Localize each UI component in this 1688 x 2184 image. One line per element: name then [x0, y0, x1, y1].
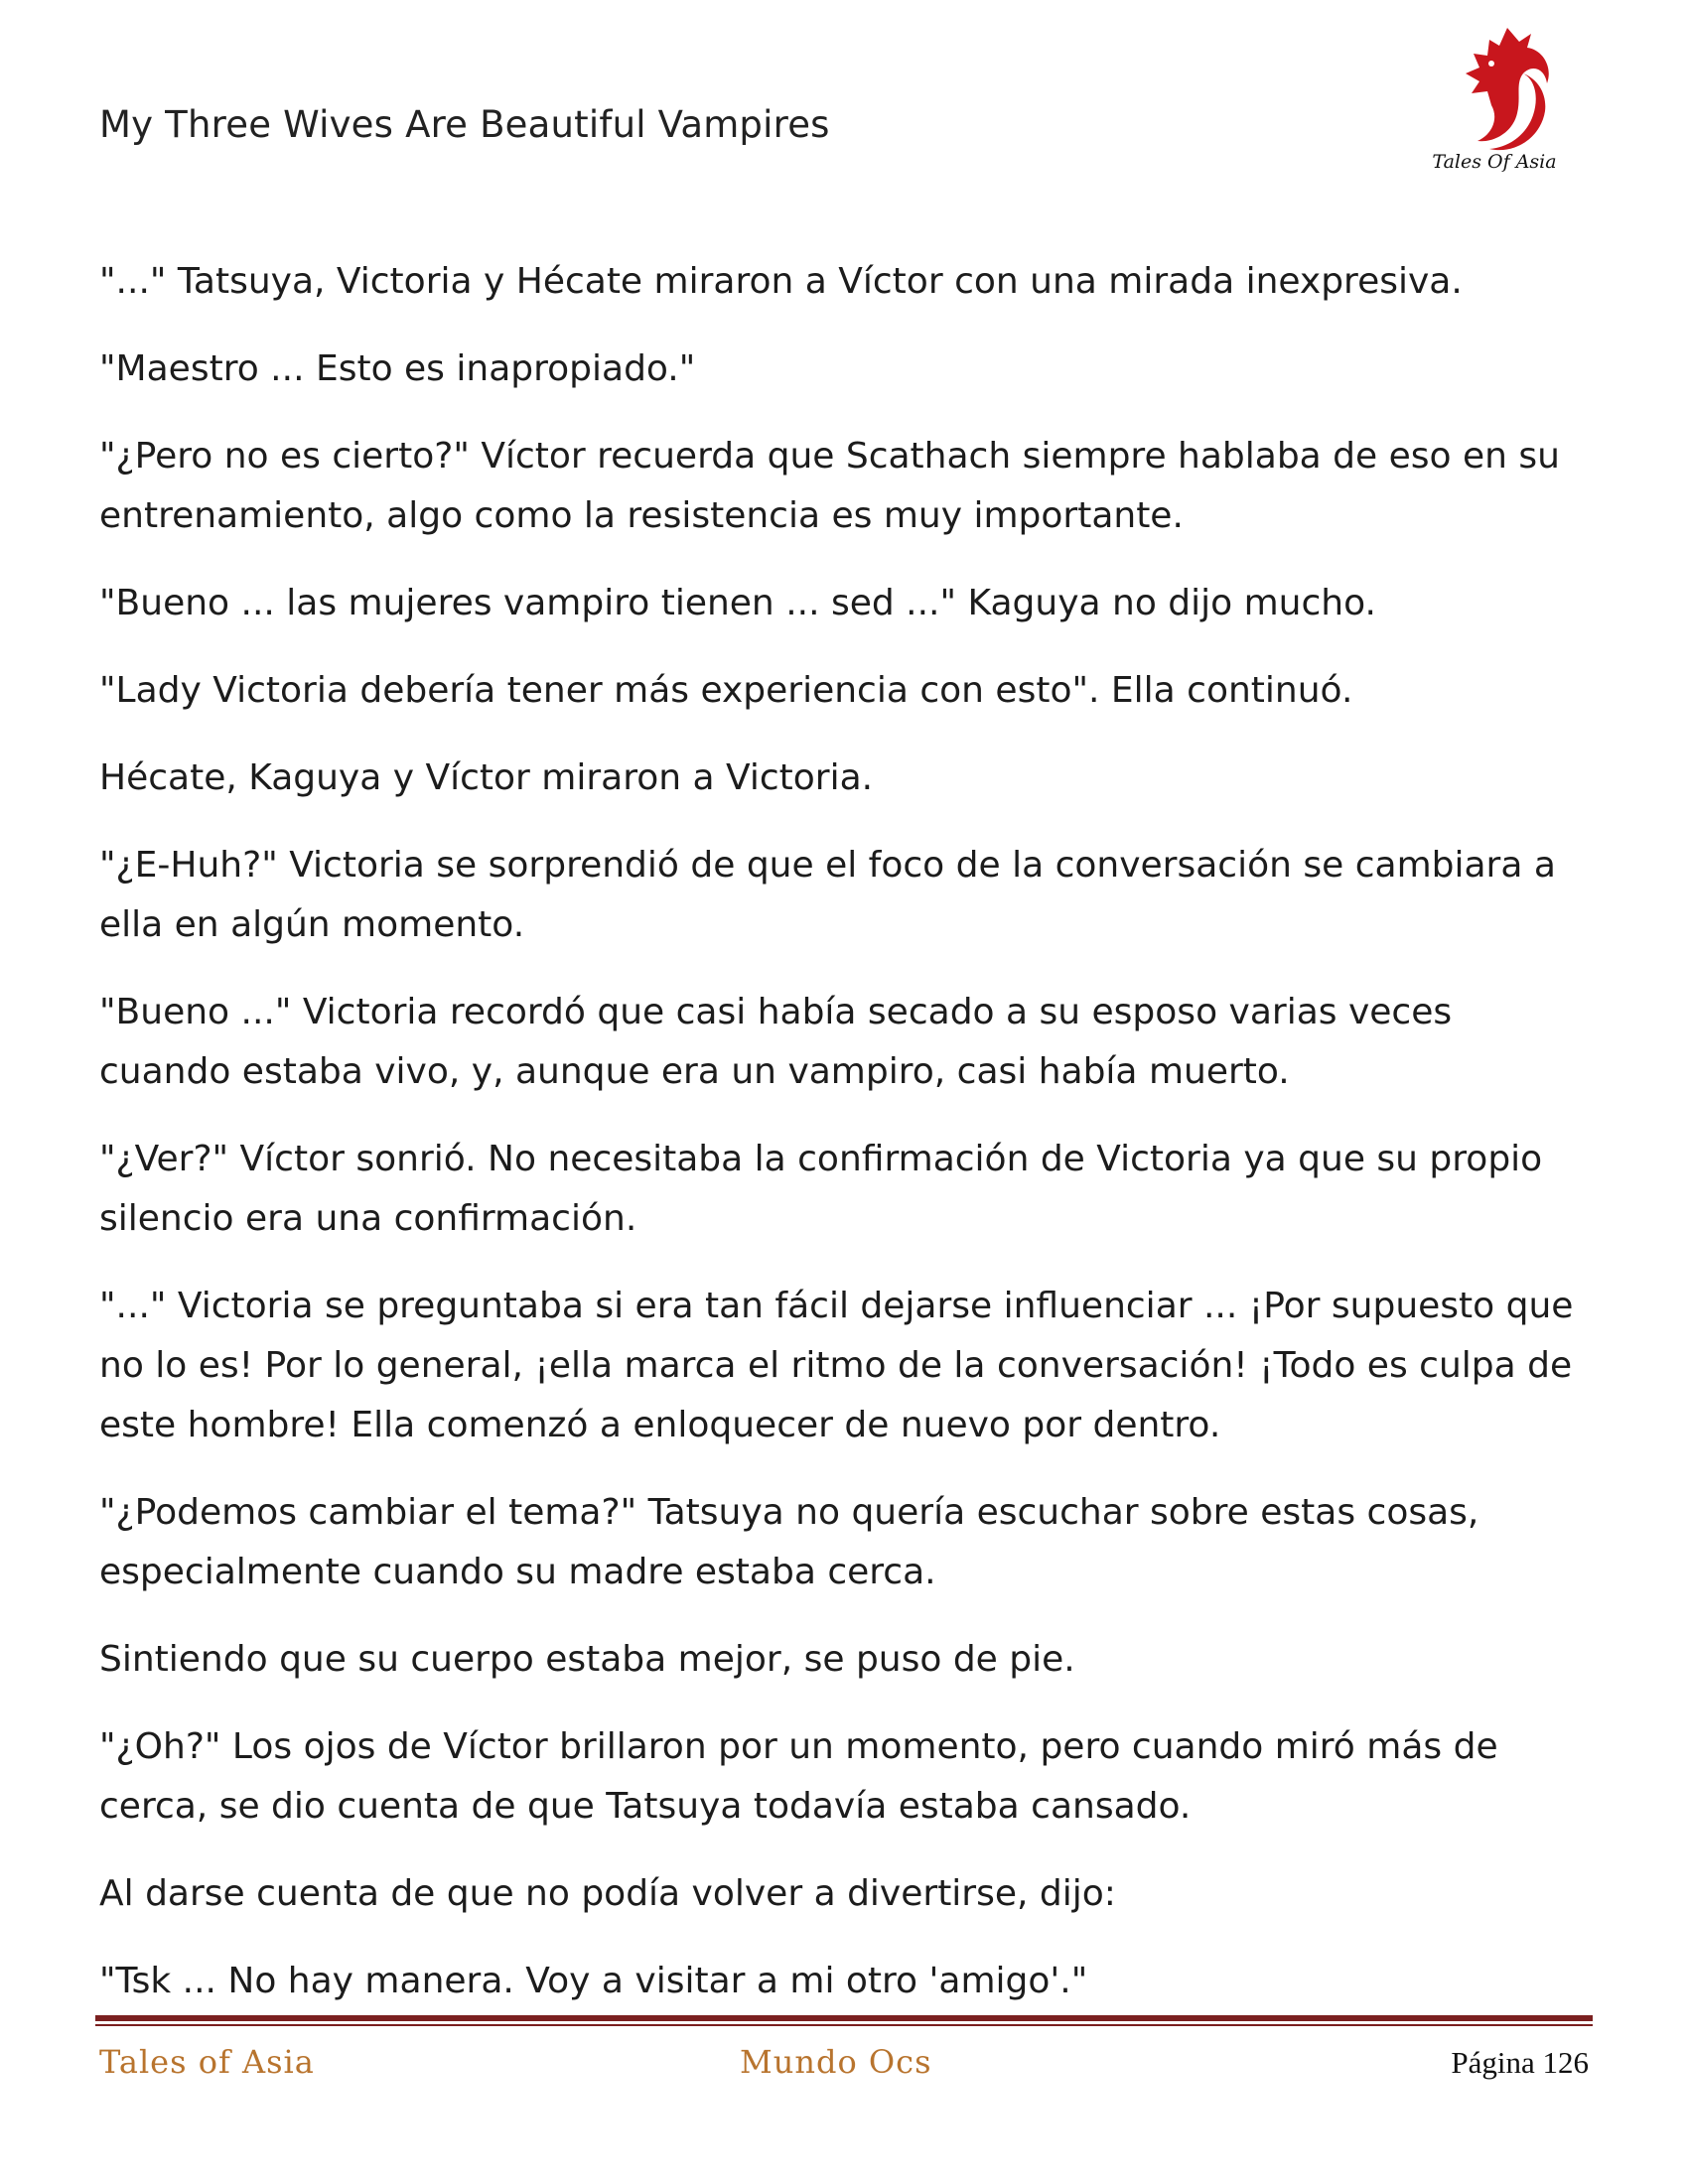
paragraph: "Bueno ..." Victoria recordó que casi había secado a su esposo varias veces cuando estaba vivo, y, aunque era un vampiro, casi había muerto.: [99, 992, 1453, 1092]
paragraph: "Bueno ... las mujeres vampiro tienen ... sed ..." Kaguya no dijo mucho.: [99, 583, 1376, 623]
paragraph: "Tsk ... No hay manera. Voy a visitar a mi otro 'amigo'.": [99, 1961, 1088, 2001]
chapter-body: [99, 252, 1589, 2039]
paragraph: "¿E-Huh?" Victoria se sorprendió de que el foco de la conversación se cambiara a ella en algún momento.: [99, 845, 1556, 945]
paragraph: Al darse cuenta de que no podía volver a divertirse, dijo:: [99, 1873, 1116, 1914]
logo-wordmark: Tales Of Asia: [1432, 151, 1557, 173]
paragraph: "Lady Victoria debería tener más experiencia con esto". Ella continuó.: [99, 670, 1353, 711]
document-title: My Three Wives Are Beautiful Vampires: [99, 103, 830, 146]
paragraph: "..." Victoria se preguntaba si era tan fácil dejarse influenciar ... ¡Por supuesto que no lo es! Por lo general, ¡ella marca el ritmo de la conversación! ¡Todo es culpa de este hombre! Ella comenzó a enloquecer de nuevo por dentro.: [99, 1286, 1574, 1445]
footer-translator: Mundo Ocs: [740, 2043, 932, 2081]
paragraph: "¿Ver?" Víctor sonrió. No necesitaba la confirmación de Victoria ya que su propio silencio era una confirmación.: [99, 1139, 1543, 1239]
page-number: Página 126: [1451, 2045, 1589, 2080]
footer-divider: [95, 2015, 1593, 2021]
paragraph: "¿Podemos cambiar el tema?" Tatsuya no quería escuchar sobre estas cosas, especialmente cuando su madre estaba cerca.: [99, 1492, 1479, 1592]
paragraph: "..." Tatsuya, Victoria y Hécate miraron a Víctor con una mirada inexpresiva.: [99, 261, 1463, 302]
paragraph: Sintiendo que su cuerpo estaba mejor, se puso de pie.: [99, 1639, 1075, 1680]
paragraph: Hécate, Kaguya y Víctor miraron a Victoria.: [99, 757, 874, 798]
paragraph: "¿Pero no es cierto?" Víctor recuerda que Scathach siempre hablaba de eso en su entrenamiento, algo como la resistencia es muy importante.: [99, 436, 1560, 536]
paragraph: "¿Oh?" Los ojos de Víctor brillaron por un momento, pero cuando miró más de cerca, se dio cuenta de que Tatsuya todavía estaba cansado.: [99, 1726, 1498, 1827]
footer-divider-thin: [95, 2024, 1593, 2026]
paragraph: "Maestro ... Esto es inapropiado.": [99, 348, 696, 389]
footer-publisher: Tales of Asia: [99, 2043, 315, 2081]
